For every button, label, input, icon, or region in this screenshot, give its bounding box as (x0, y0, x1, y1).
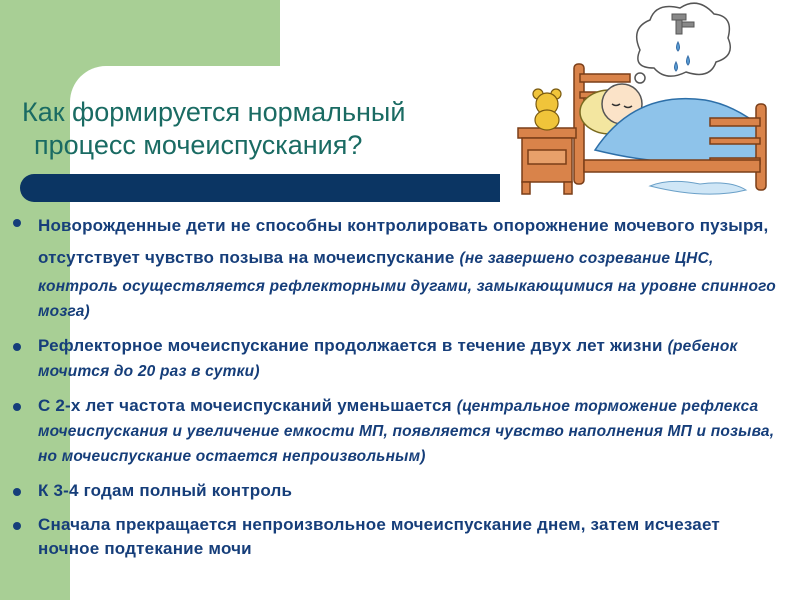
list-item (10, 394, 780, 469)
bullet-text: К 3-4 годам полный контроль (38, 481, 293, 500)
slide-title-line-1: Как формируется нормальный (22, 97, 406, 127)
bullet-dot-icon (13, 343, 21, 351)
bullet-dot-icon (13, 403, 21, 411)
bullet-dot-icon (13, 488, 21, 496)
bullet-note: (не завершено созревание ЦНС, контроль осуществляется рефлекторными дугами, замыкающимися на уровне спинного мозга) (38, 250, 776, 320)
teddy-bear-icon (533, 89, 561, 130)
bullet-note: (ребенок мочится до 20 раз в сутки) (38, 338, 738, 380)
list-item (10, 334, 780, 384)
bullet-text: Сначала прекращается непроизвольное мочеиспускание днем, затем исчезает ночное подтекание мочи (38, 515, 720, 558)
sleeping-child-bed-illustration (500, 0, 800, 218)
bullet-text: С 2-х лет частота мочеиспусканий уменьшается (38, 396, 452, 415)
list-item (10, 513, 780, 561)
slide-title (22, 96, 522, 162)
slide-title-line-2: процесс мочеиспускания? (34, 130, 363, 160)
bullet-dot-icon (13, 522, 21, 530)
list-item (10, 210, 780, 324)
bullet-note: (центральное торможение рефлекса мочеиспускания и увеличение емкости МП, появляется чувство наполнения МП и позыва, но мочеиспускание остается непроизвольным) (38, 398, 775, 465)
bullet-dot-icon (13, 219, 21, 227)
list-item (10, 479, 780, 503)
bullet-text: Рефлекторное мочеиспускание продолжается в течение двух лет жизни (38, 336, 663, 355)
bullet-text: Новорожденные дети не способны контролировать опорожнение мочевого пузыря, отсутствует чувство позыва на мочеиспускание (38, 216, 769, 267)
bullet-list (10, 210, 780, 571)
